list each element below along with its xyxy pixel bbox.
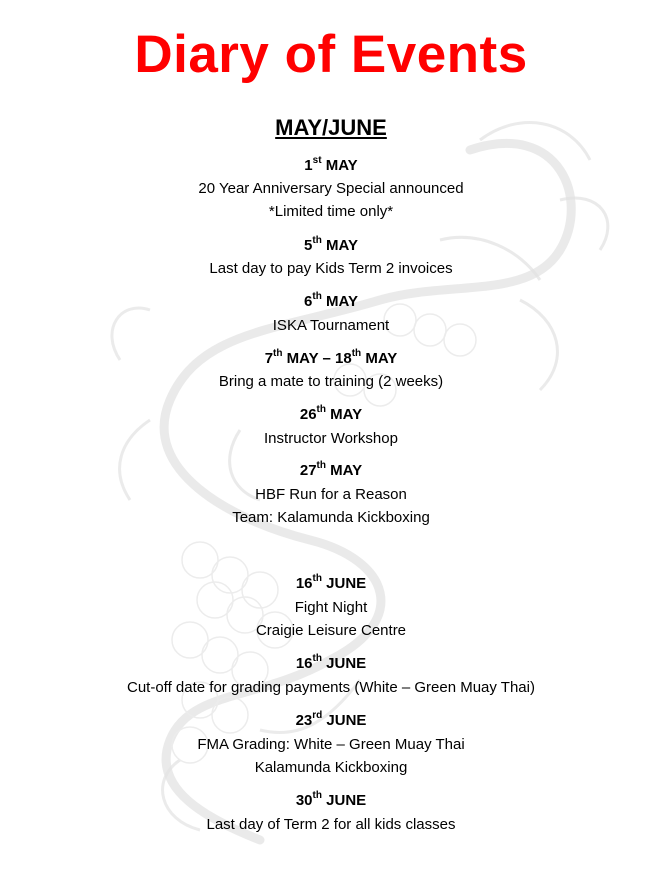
event-detail: FMA Grading: White – Green Muay Thai xyxy=(197,736,465,753)
event-detail: Last day to pay Kids Term 2 invoices xyxy=(209,260,453,277)
event-detail: Craigie Leisure Centre xyxy=(255,622,407,639)
event-detail: *Limited time only* xyxy=(268,203,394,220)
event-detail: Cut-off date for grading payments (White – Green Muay Thai) xyxy=(127,679,535,696)
event-detail: Team: Kalamunda Kickboxing xyxy=(232,509,430,526)
period-heading: MAY/JUNE xyxy=(275,115,387,140)
event-date: 26th MAY xyxy=(299,404,363,423)
event-date: 7th MAY – 18th MAY xyxy=(264,348,398,367)
event-detail: Instructor Workshop xyxy=(264,430,398,447)
event-date: 16th JUNE xyxy=(295,653,367,672)
page-title: Diary of Events xyxy=(134,25,528,84)
event-date: 16th JUNE xyxy=(295,573,367,592)
event-detail: Kalamunda Kickboxing xyxy=(254,759,408,776)
event-detail: 20 Year Anniversary Special announced xyxy=(198,180,464,197)
event-detail: ISKA Tournament xyxy=(272,317,390,334)
event-detail: Bring a mate to training (2 weeks) xyxy=(218,373,444,390)
event-detail: Fight Night xyxy=(294,599,368,616)
event-date: 5th MAY xyxy=(304,235,358,254)
event-date: 23rd JUNE xyxy=(295,710,367,729)
event-date: 6th MAY xyxy=(304,291,358,310)
event-date: 1st MAY xyxy=(304,155,358,174)
event-detail: HBF Run for a Reason xyxy=(255,486,407,503)
event-detail: Last day of Term 2 for all kids classes xyxy=(206,816,456,833)
event-date: 27th MAY xyxy=(299,460,363,479)
event-date: 30th JUNE xyxy=(295,790,367,809)
